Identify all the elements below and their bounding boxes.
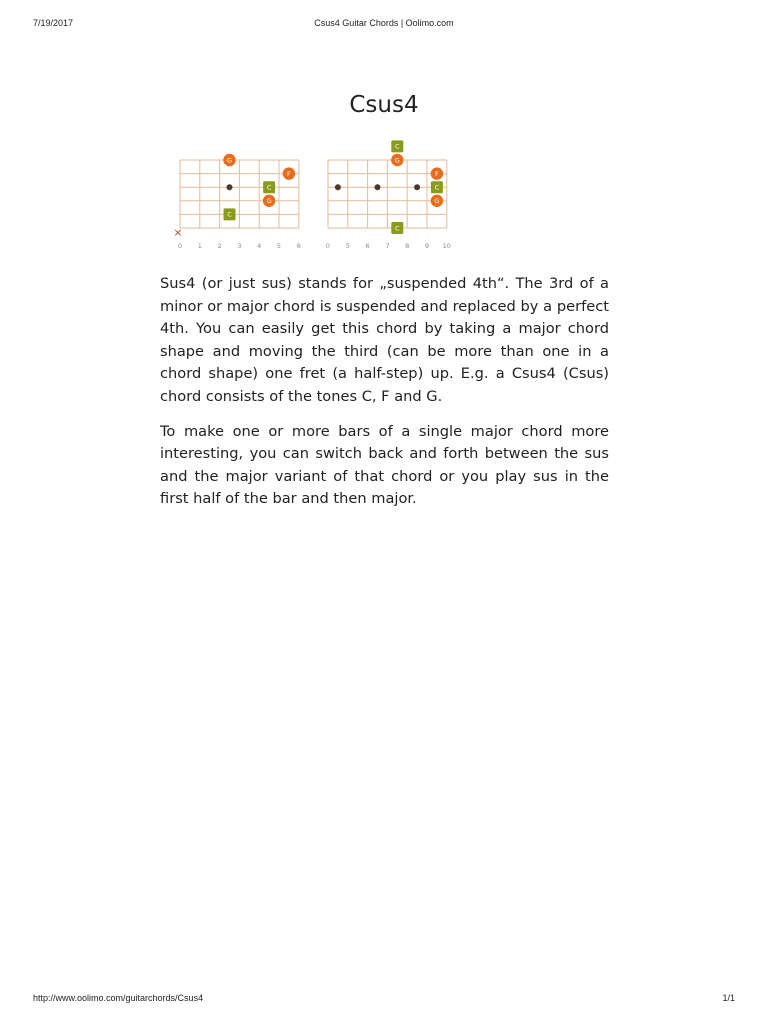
fret-number: 6 [365, 241, 370, 250]
note-marker-g [223, 154, 235, 166]
note-marker-c [223, 208, 235, 220]
note-label: F [287, 169, 291, 178]
paragraph-intro: Sus4 (or just sus) stands for „suspended 4th“. The 3rd of a minor or major chord is suspended and replaced by a perfect 4th. You can easily get this chord by taking a major chord shape and moving the third (can be more than one in a chord shape) one fret (a half-step) up. E.g. a Csus4 (Csus) chord consists of the tones C, F and G. [160, 275, 609, 405]
note-marker-f [431, 167, 443, 179]
print-header [0, 18, 768, 34]
note-marker-c [263, 181, 275, 193]
fret-number: 5 [345, 241, 350, 250]
fret-inlay-dot [414, 184, 420, 190]
fretboard-svg [168, 150, 309, 252]
fret-number: 8 [405, 241, 410, 250]
note-label: C [395, 224, 400, 233]
article-body [160, 273, 609, 523]
note-label: G [434, 197, 440, 206]
page-title: Csus4 [349, 92, 419, 118]
note-marker-g [263, 195, 275, 207]
chord-diagram-2 [316, 142, 457, 256]
note-marker-g [431, 195, 443, 207]
print-url: http://www.oolimo.com/guitarchords/Csus4 [33, 993, 204, 1003]
note-marker-f [283, 167, 295, 179]
note-label: C [395, 142, 400, 151]
print-page-count: 1/1 [722, 993, 735, 1003]
fret-number: 3 [237, 241, 242, 250]
fret-number: 7 [385, 241, 390, 250]
note-label: C [266, 183, 272, 192]
fret-number: 1 [197, 241, 202, 250]
note-marker-c [431, 181, 443, 193]
note-label: G [226, 156, 233, 165]
print-date: 7/19/2017 [33, 18, 74, 28]
chord-diagram-1 [168, 150, 309, 256]
fret-number: 9 [424, 241, 430, 250]
note-label: G [266, 197, 272, 206]
fret-number: 0 [177, 241, 183, 250]
note-label: G [394, 156, 400, 165]
note-marker-c [391, 140, 403, 152]
fret-inlay-dot [335, 184, 341, 190]
note-label: C [434, 183, 440, 192]
fret-number: 0 [325, 241, 331, 250]
fret-number: 6 [296, 241, 301, 250]
paragraph-usage: To make one or more bars of a single major chord more interesting, you can switch back and forth between the sus and the major variant of that chord or you play sus in the first half of the bar and then major. [160, 422, 609, 508]
fret-inlay-dot [374, 184, 380, 190]
fret-inlay-dot [226, 184, 232, 190]
note-marker-c [391, 222, 403, 234]
fret-number: 2 [217, 241, 222, 250]
print-page-title: Csus4 Guitar Chords | Oolimo.com [314, 18, 454, 28]
note-label: F [435, 169, 439, 178]
fret-number: 5 [276, 241, 282, 250]
fret-number: 4 [257, 241, 262, 250]
note-label: C [227, 210, 232, 219]
muted-string-icon: × [173, 225, 183, 239]
fretboard-svg [316, 142, 457, 252]
print-footer [0, 993, 768, 1009]
chord-diagrams [160, 142, 460, 260]
note-marker-g [391, 154, 403, 166]
fret-number: 10 [442, 241, 451, 250]
